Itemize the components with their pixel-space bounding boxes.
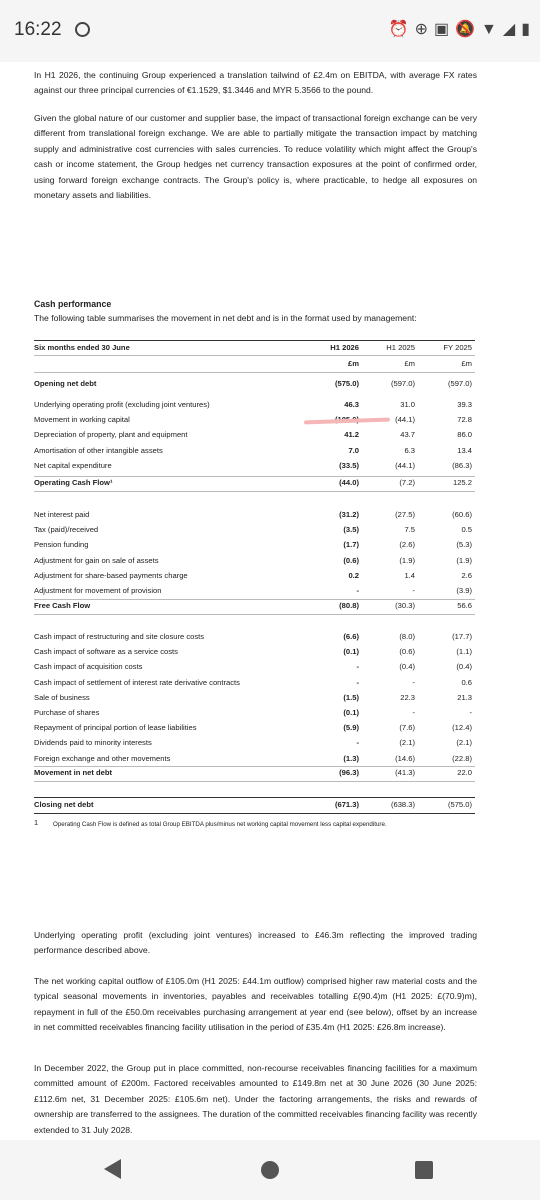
table-row [34,584,475,599]
row-c1: (96.3) [339,768,359,777]
row-c3: 86.0 [457,430,472,440]
row-c2: (0.6) [399,647,415,657]
opening-net-debt-row [34,377,475,392]
row-c2: 22.3 [400,692,415,702]
row-c3: (17.7) [452,632,472,641]
row-c2: (2.1) [399,738,415,748]
row-label: Cash impact of settlement of interest rate derivative contracts [34,677,240,687]
paragraph-fx: In H1 2026, the continuing Group experienced a translation tailwind of £2.4m on EBITDA, with average FX rates against our three principal currencies of €1.1529, $1.3446 and MYR 5.3566 to the pound. [34,70,477,96]
row-label: Tax (paid)/received [34,525,99,535]
row-c2: (7.6) [399,723,415,733]
row-c3: (2.1) [456,738,472,748]
row-c3: (12.4) [452,723,472,733]
battery-icon: ▮ [521,21,530,38]
row-c3: - [469,708,472,717]
row-c1: 41.2 [344,430,359,440]
row-c3: 13.4 [457,445,472,455]
row-c3: (22.8) [452,753,472,763]
row-c1: (33.5) [339,460,359,470]
header-label: Six months ended 30 June [34,343,130,352]
row-c2: (44.1) [395,415,415,425]
row-label: Adjustment for movement of provision [34,586,162,595]
row-c2: 43.7 [400,430,415,440]
home-icon[interactable] [261,1161,279,1179]
row-c1: (1.7) [343,540,359,550]
table-row [34,630,475,645]
row-label: Repayment of principal portion of lease liabilities [34,723,197,733]
document-view[interactable] [0,62,540,1140]
row-c2: 7.5 [404,525,415,535]
row-c2: (27.5) [395,510,415,519]
row-label: Cash impact of restructuring and site closure costs [34,632,205,641]
ocf-bottom-rule [34,491,475,492]
section-subtitle: The following table summarises the movement in net debt and is in the format used by management: [34,313,417,323]
row-c3: 0.5 [461,525,472,535]
row-c2: - [412,708,415,717]
row-label: Net interest paid [34,510,90,519]
mute-icon: 🔕 [455,21,476,38]
row-c3: (575.0) [447,800,472,809]
row-c1: (0.6) [343,555,359,565]
free-cash-flow-row [34,599,475,614]
table-row [34,413,475,428]
row-c1: 46.3 [344,400,359,409]
row-label: Amortisation of other intangible assets [34,445,163,455]
table-row [34,721,475,736]
row-label: Cash impact of software as a service costs [34,647,178,657]
row-label: Adjustment for share-based payments charge [34,570,188,580]
table-row [34,523,475,538]
row-label: Movement in working capital [34,415,130,425]
row-c1: (671.3) [334,800,359,809]
row-c1: (31.2) [339,510,359,519]
row-c1: - [356,738,359,748]
row-c3: (86.3) [452,460,472,470]
row-c3: 2.6 [461,570,472,580]
row-c1: 7.0 [348,445,359,455]
table-row [34,538,475,553]
row-c1: (3.5) [343,525,359,535]
row-label: Purchase of shares [34,708,100,717]
row-c3: 0.6 [461,677,472,687]
header-h1-2026: H1 2026 [330,343,359,352]
paragraph-transactional-fx: Given the global nature of our customer and supplier base, the impact of transactional foreign exchange can be very different from translational foreign exchange. We are able to partially mitigate the transaction impact by matching supply and administrative cost currencies with sales currencies. To reduce volatility which might affect the Group's cash or income statement, the Group hedges net currency transaction exposures at the point of confirmed order, using forward foreign exchange contracts. The Group's policy is, where practicable, to hedge all exposures on monetary assets and liabilities. [34,113,477,201]
data-saver-icon: ⊕ [414,21,428,38]
table-row [34,508,475,523]
row-c3: (1.1) [456,647,472,657]
table-row [34,706,475,721]
table-row [34,691,475,706]
row-c2: (14.6) [395,753,415,763]
row-c2: 31.0 [400,400,415,409]
row-c2: (44.1) [395,460,415,470]
signal-icon: ◢ [502,21,516,38]
row-label: Net capital expenditure [34,460,112,470]
row-c3: (597.0) [447,379,472,388]
header-h1-2025: H1 2025 [386,343,415,352]
row-c2: 1.4 [404,570,415,580]
row-c2: (1.9) [399,555,415,565]
row-label: Dividends paid to minority interests [34,738,152,748]
sync-indicator-icon [75,22,90,37]
table-row [34,459,475,474]
row-c3: (5.3) [456,540,472,550]
table-row [34,444,475,459]
clock: 16:22 [14,19,62,40]
row-c3: 56.6 [457,601,472,610]
row-c3: 22.0 [457,768,472,777]
table-row [34,676,475,691]
table-row [34,554,475,569]
row-c2: 6.3 [404,445,415,455]
row-c2: (2.6) [399,540,415,550]
paragraph-working-capital: The net working capital outflow of £105.0m (H1 2025: £44.1m outflow) comprised higher raw material costs and the typical seasonal movements in inventories, payables and receivables totalling £(90.4)m (H1 2025: £(70.9)m), repayment in full of the £50.0m receivables purchasing arrangement at year end (see below), offset by an increase in net committed receivables financing facility utilisation in the period of £35.4m (H1 2025: £26.8m increase). [34,976,477,1033]
row-c3: (60.6) [452,510,472,519]
row-c1: (1.3) [343,753,359,763]
row-c1: (575.0) [334,379,359,388]
row-c2: (638.3) [390,800,415,809]
row-c1: - [356,586,359,595]
table-row [34,736,475,751]
status-bar [0,0,540,62]
recents-icon[interactable] [415,1161,433,1179]
row-label: Opening net debt [34,379,97,388]
units-row [34,357,475,372]
table-row [34,428,475,443]
movement-in-net-debt-row [34,766,475,781]
movement-bottom-rule [34,781,475,782]
table-row [34,398,475,413]
row-c3: (3.9) [456,586,472,595]
row-label: Cash impact of acquisition costs [34,662,143,672]
row-label: Movement in net debt [34,768,113,777]
paragraph-receivables: In December 2022, the Group put in place committed, non-recourse receivables financing facilities for a maximum committed amount of £200m. Factored receivables amounted to £149.8m net at 30 June 2026 (30 June 2025: £112.6m net, 31 December 2025: £105.6m net). Under the factoring arrangements, the risks and rewards of ownership are transferred to the assignees. The duration of the committed receivables financing facility was recently extended to 31 July 2028. [34,1063,477,1135]
back-icon[interactable] [104,1159,121,1179]
row-c2: (7.2) [399,478,415,487]
row-c3: (1.9) [456,555,472,565]
row-c1: - [356,677,359,687]
table-row [34,569,475,584]
unit-c1: £m [348,359,359,368]
row-label: Adjustment for gain on sale of assets [34,555,159,565]
row-c2: - [412,586,415,595]
row-label: Depreciation of property, plant and equipment [34,430,188,440]
row-c1: (80.8) [339,601,359,610]
unit-c3: £m [461,359,472,368]
row-c3: 72.8 [457,415,472,425]
table-row [34,752,475,767]
row-c1: (6.6) [343,632,359,641]
nfc-icon: ▣ [433,21,450,38]
row-label: Operating Cash Flow¹ [34,478,113,487]
paragraph-operating-profit: Underlying operating profit (excluding joint ventures) increased to £46.3m reflecting the improved trading performance described above. [34,930,477,956]
header-rule [34,355,475,356]
alarm-icon: ⏰ [388,21,409,38]
table-row [34,645,475,660]
footnote-text: Operating Cash Flow is defined as total Group EBITDA plus/minus net working capital movement less capital expenditure. [53,821,387,828]
row-c1: 0.2 [348,570,359,580]
closing-net-debt-row [34,798,475,813]
operating-cash-flow-row [34,476,475,491]
row-c1: (0.1) [343,708,359,717]
closing-bottom-rule [34,813,475,814]
row-label: Sale of business [34,692,90,702]
row-label: Free Cash Flow [34,601,91,610]
row-c1: (5.9) [343,723,359,733]
footnote-number: 1 [34,818,39,827]
row-label: Closing net debt [34,800,94,809]
row-c2: - [412,677,415,687]
row-c2: (8.0) [399,632,415,641]
row-c2: (30.3) [395,601,415,610]
row-c1: - [356,662,359,672]
row-label: Foreign exchange and other movements [34,753,171,763]
header-fy-2025: FY 2025 [443,343,472,352]
fcf-bottom-rule [34,614,475,615]
row-label: Pension funding [34,540,89,550]
row-c2: (597.0) [390,379,415,388]
row-c1: (1.5) [343,692,359,702]
row-c3: (0.4) [456,662,472,672]
row-c3: 21.3 [457,692,472,702]
status-icons [389,20,530,40]
wifi-icon: ▼ [481,21,497,38]
units-rule [34,372,475,373]
section-title: Cash performance [34,299,112,309]
table-row [34,660,475,675]
row-c2: (0.4) [399,662,415,672]
table-header-row [34,341,475,356]
row-c1: (0.1) [343,647,359,657]
row-c3: 39.3 [457,400,472,409]
row-c2: (41.3) [395,768,415,777]
row-c1: (44.0) [339,478,359,487]
row-label: Underlying operating profit (excluding joint ventures) [34,400,210,409]
unit-c2: £m [404,359,415,368]
row-c3: 125.2 [452,478,472,487]
